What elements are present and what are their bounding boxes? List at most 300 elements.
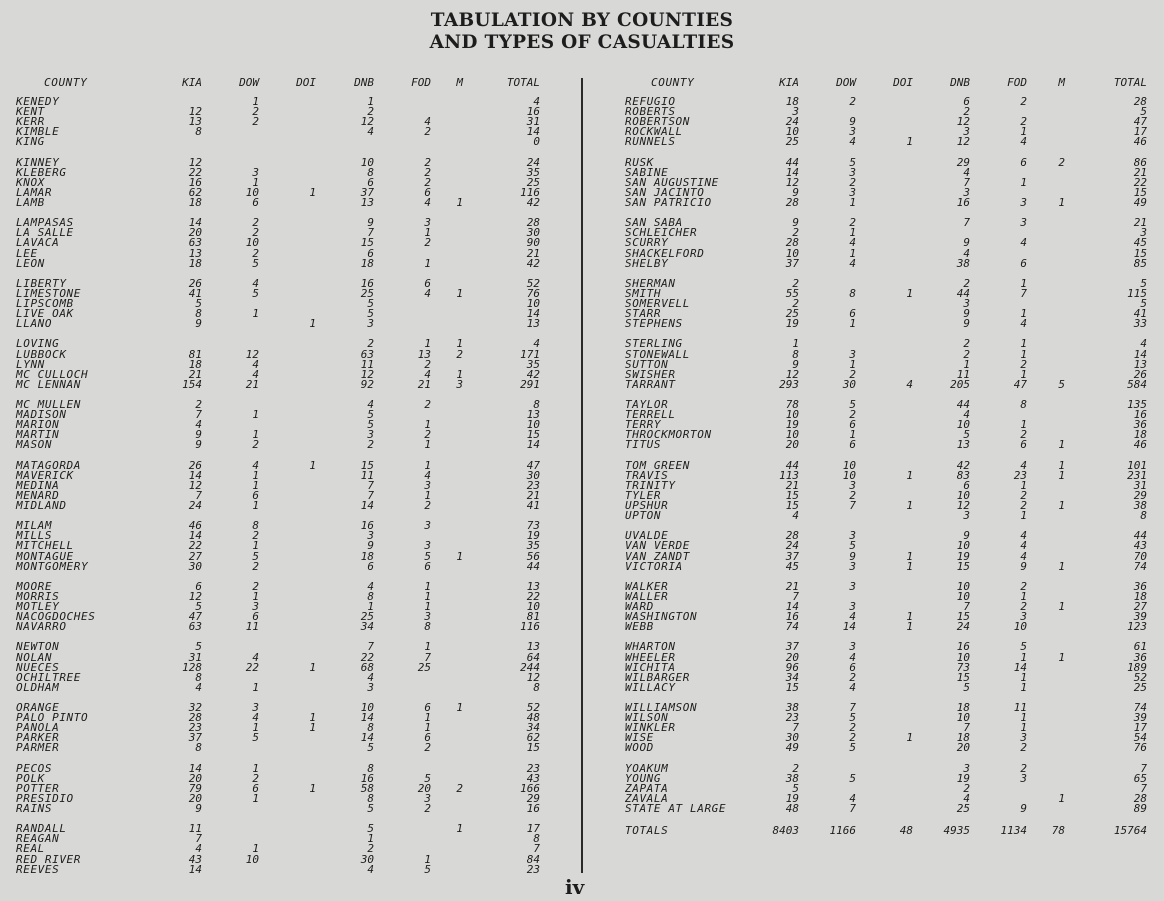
- dow-cell: 5: [849, 771, 856, 785]
- dnb-cell: 15: [956, 670, 970, 684]
- header-fod: FOD: [1007, 76, 1027, 89]
- kia-cell: 26: [188, 276, 202, 290]
- county-cell: YOUNG: [625, 771, 662, 785]
- kia-cell: 30: [188, 559, 202, 573]
- fod-cell: 1: [424, 721, 431, 735]
- county-cell: MITCHELL: [16, 539, 74, 553]
- total-cell: 15764: [1113, 824, 1147, 838]
- dow-cell: 22: [245, 660, 259, 674]
- column-divider: [581, 78, 583, 873]
- total-cell: 47: [526, 458, 540, 472]
- dnb-cell: 10: [956, 539, 970, 553]
- kia-cell: 3: [792, 105, 799, 119]
- county-cell: NACOGDOCHES: [16, 610, 96, 624]
- fod-cell: 1: [424, 438, 431, 452]
- county-cell: RUSK: [625, 155, 654, 169]
- dnb-cell: 10: [956, 711, 970, 725]
- kia-cell: 9: [792, 185, 799, 199]
- county-cell: VAN ZANDT: [625, 549, 691, 563]
- dow-cell: 2: [252, 529, 259, 543]
- dow-cell: 6: [252, 196, 259, 209]
- county-cell: WEBB: [625, 620, 654, 634]
- doi-cell: 1: [906, 559, 913, 573]
- fod-cell: 1: [1020, 509, 1027, 523]
- dnb-cell: 4: [963, 408, 970, 422]
- total-cell: 18: [1133, 589, 1147, 603]
- fod-cell: 3: [1020, 196, 1027, 209]
- dow-cell: 1: [252, 468, 259, 482]
- total-cell: 43: [1133, 539, 1147, 553]
- m-cell: 1: [456, 549, 463, 563]
- county-cell: LAVACA: [16, 236, 60, 250]
- fod-cell: 1: [1020, 367, 1027, 381]
- county-cell: WILLACY: [625, 680, 676, 694]
- county-cell: MC CULLOCH: [16, 367, 89, 381]
- dnb-cell: 5: [367, 408, 374, 422]
- dow-cell: 4: [252, 357, 259, 371]
- fod-cell: 1: [1020, 721, 1027, 735]
- kia-cell: 96: [785, 660, 799, 674]
- dnb-cell: 2: [367, 337, 374, 351]
- fod-cell: 6: [424, 731, 431, 745]
- kia-cell: 8: [195, 741, 202, 755]
- dnb-cell: 8: [367, 165, 374, 179]
- header-kia: KIA: [779, 76, 799, 89]
- kia-cell: 2: [195, 398, 202, 411]
- county-cell: TRINITY: [625, 478, 676, 492]
- county-cell: SAN JACINTO: [625, 185, 705, 199]
- dnb-cell: 1: [367, 95, 374, 108]
- dow-cell: 4: [849, 610, 856, 624]
- dnb-cell: 5: [367, 802, 374, 815]
- dnb-cell: 7: [963, 216, 970, 230]
- fod-cell: 21: [417, 377, 431, 391]
- county-cell: MC LENNAN: [16, 377, 82, 391]
- county-cell: TITUS: [625, 438, 662, 452]
- doi-cell: 1: [309, 781, 316, 795]
- dow-cell: 2: [252, 216, 259, 230]
- dow-cell: 12: [245, 347, 259, 361]
- total-cell: 23: [526, 862, 540, 876]
- dnb-cell: 38: [956, 256, 970, 270]
- dow-cell: 6: [252, 488, 259, 502]
- kia-cell: 8: [195, 307, 202, 321]
- dnb-cell: 5: [367, 307, 374, 321]
- kia-cell: 8403: [772, 824, 799, 838]
- dow-cell: 1: [252, 721, 259, 735]
- dow-cell: 1: [849, 196, 856, 209]
- dnb-cell: 2: [963, 347, 970, 361]
- total-cell: 47: [1133, 115, 1147, 129]
- kia-cell: 24: [785, 115, 799, 129]
- kia-cell: 7: [195, 408, 202, 422]
- county-cell: KLEBERG: [16, 165, 67, 179]
- fod-cell: 1: [1020, 670, 1027, 684]
- county-cell: LIBERTY: [16, 276, 67, 290]
- title-line-2: AND TYPES OF CASUALTIES: [429, 32, 735, 53]
- dnb-cell: 5: [367, 741, 374, 755]
- m-cell: 1: [456, 286, 463, 300]
- kia-cell: 41: [188, 286, 202, 300]
- kia-cell: 4: [792, 509, 799, 523]
- dow-cell: 2: [252, 105, 259, 119]
- dnb-cell: 16: [360, 519, 374, 533]
- fod-cell: 2: [424, 165, 431, 179]
- dow-cell: 1: [849, 428, 856, 442]
- dnb-cell: 22: [360, 650, 374, 664]
- fod-cell: 1: [424, 852, 431, 866]
- total-cell: 15: [526, 428, 540, 442]
- total-cell: 15: [526, 741, 540, 755]
- total-cell: 81: [526, 610, 540, 624]
- total-cell: 5: [1140, 276, 1147, 290]
- dnb-cell: 4: [367, 862, 374, 876]
- doi-cell: 1: [906, 286, 913, 300]
- dnb-cell: 11: [956, 367, 970, 381]
- dow-cell: 2: [252, 771, 259, 785]
- county-cell: UPSHUR: [625, 499, 669, 512]
- total-cell: 45: [1133, 236, 1147, 250]
- dnb-cell: 14: [360, 731, 374, 745]
- kia-cell: 12: [785, 175, 799, 189]
- kia-cell: 30: [785, 731, 799, 745]
- dnb-cell: 16: [360, 771, 374, 785]
- county-cell: MIDLAND: [16, 499, 67, 512]
- county-cell: MILLS: [16, 529, 53, 543]
- dnb-cell: 4935: [943, 824, 970, 838]
- kia-cell: 74: [785, 620, 799, 634]
- total-cell: 135: [1127, 398, 1147, 411]
- total-cell: 15: [1133, 246, 1147, 260]
- page-number: iv: [565, 875, 585, 899]
- doi-cell: 1: [309, 317, 316, 331]
- county-cell: LAMPASAS: [16, 216, 74, 230]
- total-cell: 123: [1127, 620, 1147, 634]
- total-cell: 16: [526, 105, 540, 119]
- county-cell: LEON: [16, 256, 45, 270]
- dnb-cell: 10: [956, 650, 970, 664]
- dnb-cell: 13: [360, 196, 374, 209]
- dnb-cell: 12: [360, 367, 374, 381]
- kia-cell: 8: [792, 347, 799, 361]
- dow-cell: 1: [252, 761, 259, 775]
- dnb-cell: 24: [956, 620, 970, 634]
- fod-cell: 1: [1020, 337, 1027, 351]
- kia-cell: 4: [195, 842, 202, 856]
- dow-cell: 10: [245, 185, 259, 199]
- dow-cell: 1: [252, 680, 259, 694]
- county-cell: UPTON: [625, 509, 662, 523]
- kia-cell: 24: [188, 499, 202, 512]
- kia-cell: 154: [182, 377, 202, 391]
- kia-cell: 18: [188, 256, 202, 270]
- kia-cell: 4: [195, 680, 202, 694]
- total-cell: 13: [526, 579, 540, 593]
- dnb-cell: 5: [367, 822, 374, 836]
- kia-cell: 7: [792, 721, 799, 735]
- kia-cell: 12: [188, 155, 202, 169]
- total-cell: 25: [1133, 680, 1147, 694]
- dnb-cell: 14: [360, 499, 374, 512]
- header-m: M: [1058, 76, 1065, 89]
- county-cell: LYNN: [16, 357, 45, 371]
- doi-cell: 1: [309, 458, 316, 472]
- kia-cell: 14: [188, 862, 202, 876]
- total-cell: 49: [1133, 196, 1147, 209]
- kia-cell: 6: [195, 579, 202, 593]
- dnb-cell: 73: [956, 660, 970, 674]
- total-cell: 52: [526, 701, 540, 714]
- county-cell: SHERMAN: [625, 276, 676, 290]
- total-cell: 10: [526, 297, 540, 310]
- fod-cell: 1134: [1000, 824, 1027, 838]
- total-cell: 28: [1133, 791, 1147, 805]
- dow-cell: 2: [849, 721, 856, 735]
- kia-cell: 128: [182, 660, 202, 674]
- fod-cell: 1: [424, 711, 431, 725]
- dnb-cell: 19: [956, 549, 970, 563]
- dnb-cell: 12: [956, 499, 970, 512]
- kia-cell: 15: [785, 488, 799, 502]
- dnb-cell: 44: [956, 398, 970, 411]
- total-cell: 8: [533, 398, 540, 411]
- doi-cell: 1: [906, 499, 913, 512]
- total-cell: 13: [526, 640, 540, 654]
- doi-cell: 1: [309, 660, 316, 674]
- county-cell: LIMESTONE: [16, 286, 82, 300]
- kia-cell: 8: [195, 125, 202, 139]
- fod-cell: 1: [1020, 347, 1027, 361]
- dow-cell: 1: [252, 499, 259, 512]
- kia-cell: 13: [188, 246, 202, 260]
- county-cell: RED RIVER: [16, 852, 82, 866]
- dnb-cell: 6: [963, 478, 970, 492]
- fod-cell: 4: [424, 367, 431, 381]
- dnb-cell: 4: [367, 579, 374, 593]
- dnb-cell: 7: [963, 175, 970, 189]
- m-cell: 78: [1051, 824, 1065, 838]
- county-cell: MOTLEY: [16, 600, 60, 613]
- dnb-cell: 10: [956, 488, 970, 502]
- total-cell: 5: [1140, 105, 1147, 119]
- county-cell: RANDALL: [16, 822, 67, 836]
- county-cell: TARRANT: [625, 377, 676, 391]
- fod-cell: 20: [417, 781, 431, 795]
- dnb-cell: 14: [360, 711, 374, 725]
- total-cell: 70: [1133, 549, 1147, 563]
- dow-cell: 4: [252, 458, 259, 472]
- county-cell: STONEWALL: [625, 347, 691, 361]
- dow-cell: 3: [849, 529, 856, 543]
- county-cell: WILBARGER: [625, 670, 691, 684]
- total-cell: 85: [1133, 256, 1147, 270]
- m-cell: 5: [1058, 377, 1065, 391]
- fod-cell: 3: [424, 539, 431, 553]
- dnb-cell: 9: [963, 317, 970, 331]
- kia-cell: 47: [188, 610, 202, 624]
- dnb-cell: 6: [367, 246, 374, 260]
- fod-cell: 1: [424, 589, 431, 603]
- doi-cell: 1: [309, 721, 316, 735]
- county-cell: MOORE: [16, 579, 53, 593]
- total-cell: 10: [526, 418, 540, 432]
- dnb-cell: 68: [360, 660, 374, 674]
- m-cell: 1: [456, 337, 463, 351]
- total-cell: 90: [526, 236, 540, 250]
- fod-cell: 1: [424, 458, 431, 472]
- dnb-cell: 2: [963, 781, 970, 795]
- fod-cell: 2: [424, 741, 431, 755]
- kia-cell: 10: [785, 246, 799, 260]
- dow-cell: 2: [849, 731, 856, 745]
- county-cell: WHEELER: [625, 650, 676, 664]
- kia-cell: 81: [188, 347, 202, 361]
- header-doi: DOI: [296, 76, 316, 89]
- fod-cell: 1: [1020, 125, 1027, 139]
- dnb-cell: 58: [360, 781, 374, 795]
- dnb-cell: 11: [360, 357, 374, 371]
- dow-cell: 14: [842, 620, 856, 634]
- dnb-cell: 8: [367, 791, 374, 805]
- m-cell: 2: [456, 781, 463, 795]
- county-cell: LAMAR: [16, 185, 53, 199]
- county-cell: MARION: [16, 418, 60, 432]
- total-cell: 231: [1127, 468, 1147, 482]
- fod-cell: 1: [1020, 478, 1027, 492]
- county-cell: VICTORIA: [625, 559, 683, 573]
- dow-cell: 3: [849, 600, 856, 613]
- kia-cell: 63: [188, 236, 202, 250]
- total-cell: 16: [1133, 408, 1147, 422]
- total-cell: 44: [1133, 529, 1147, 543]
- fod-cell: 3: [1020, 771, 1027, 785]
- dnb-cell: 4: [367, 125, 374, 139]
- total-cell: 5: [1140, 297, 1147, 310]
- total-cell: 8: [1140, 509, 1147, 523]
- dnb-cell: 18: [360, 549, 374, 563]
- kia-cell: 37: [785, 549, 799, 563]
- kia-cell: 38: [785, 771, 799, 785]
- dow-cell: 1: [252, 408, 259, 422]
- dow-cell: 10: [842, 458, 856, 472]
- county-cell: LAMB: [16, 196, 45, 209]
- kia-cell: 5: [792, 781, 799, 795]
- dow-cell: 4: [849, 650, 856, 664]
- fod-cell: 10: [1013, 620, 1027, 634]
- total-cell: 14: [1133, 347, 1147, 361]
- county-cell: ROBERTSON: [625, 115, 691, 129]
- kia-cell: 2: [792, 276, 799, 290]
- dnb-cell: 1: [367, 600, 374, 613]
- fod-cell: 2: [424, 236, 431, 250]
- county-cell: WILLIAMSON: [625, 701, 698, 714]
- county-cell: MORRIS: [16, 589, 60, 603]
- kia-cell: 14: [785, 165, 799, 179]
- dow-cell: 1: [252, 791, 259, 805]
- dow-cell: 2: [252, 115, 259, 129]
- total-cell: 8: [533, 832, 540, 846]
- kia-cell: 9: [195, 428, 202, 442]
- dow-cell: 1: [252, 478, 259, 492]
- total-cell: 76: [526, 286, 540, 300]
- header-county: COUNTY: [44, 76, 88, 89]
- kia-cell: 14: [188, 468, 202, 482]
- county-cell: VAN VERDE: [625, 539, 691, 553]
- dnb-cell: 10: [956, 579, 970, 593]
- total-cell: 38: [1133, 499, 1147, 512]
- dow-cell: 10: [842, 468, 856, 482]
- county-cell: WHARTON: [625, 640, 676, 654]
- county-cell: KIMBLE: [16, 125, 60, 139]
- county-cell: SHACKELFORD: [625, 246, 705, 260]
- header-county: COUNTY: [651, 76, 695, 89]
- dnb-cell: 7: [367, 640, 374, 654]
- dnb-cell: 18: [956, 731, 970, 745]
- m-cell: 1: [1058, 650, 1065, 664]
- county-cell: TERRY: [625, 418, 662, 432]
- doi-cell: 1: [906, 549, 913, 563]
- total-cell: 14: [526, 438, 540, 452]
- dnb-cell: 3: [367, 529, 374, 543]
- total-cell: 29: [526, 791, 540, 805]
- fod-cell: 7: [424, 650, 431, 664]
- fod-cell: 1: [424, 640, 431, 654]
- total-cell: 36: [1133, 418, 1147, 432]
- fod-cell: 1: [1020, 307, 1027, 321]
- fod-cell: 1: [424, 579, 431, 593]
- kia-cell: 20: [188, 791, 202, 805]
- total-cell: 116: [520, 620, 540, 634]
- dow-cell: 2: [849, 216, 856, 230]
- kia-cell: 45: [785, 559, 799, 573]
- fod-cell: 2: [1020, 761, 1027, 775]
- total-cell: 34: [526, 721, 540, 735]
- kia-cell: 5: [195, 297, 202, 310]
- kia-cell: 62: [188, 185, 202, 199]
- kia-cell: 37: [785, 640, 799, 654]
- dnb-cell: 15: [956, 610, 970, 624]
- total-cell: 4: [1140, 337, 1147, 351]
- dow-cell: 10: [245, 852, 259, 866]
- total-cell: 27: [1133, 600, 1147, 613]
- total-cell: 56: [526, 549, 540, 563]
- fod-cell: 4: [1020, 317, 1027, 331]
- dow-cell: 1: [252, 307, 259, 321]
- dow-cell: 2: [252, 226, 259, 240]
- kia-cell: 12: [188, 478, 202, 492]
- dnb-cell: 2: [367, 105, 374, 119]
- kia-cell: 44: [785, 155, 799, 169]
- county-cell: STATE AT LARGE: [625, 802, 727, 815]
- header-kia: KIA: [182, 76, 202, 89]
- kia-cell: 9: [195, 317, 202, 331]
- header-dnb: DNB: [354, 76, 374, 89]
- fod-cell: 6: [424, 276, 431, 290]
- county-cell: KINNEY: [16, 155, 60, 169]
- county-cell: STARR: [625, 307, 662, 321]
- header-dnb: DNB: [950, 76, 970, 89]
- county-cell: SAN SABA: [625, 216, 683, 230]
- dnb-cell: 42: [956, 458, 970, 472]
- dnb-cell: 44: [956, 286, 970, 300]
- m-cell: 2: [456, 347, 463, 361]
- kia-cell: 22: [188, 165, 202, 179]
- dow-cell: 3: [849, 640, 856, 654]
- total-cell: 7: [533, 842, 540, 856]
- total-cell: 74: [1133, 559, 1147, 573]
- total-cell: 17: [1133, 721, 1147, 735]
- total-cell: 54: [1133, 731, 1147, 745]
